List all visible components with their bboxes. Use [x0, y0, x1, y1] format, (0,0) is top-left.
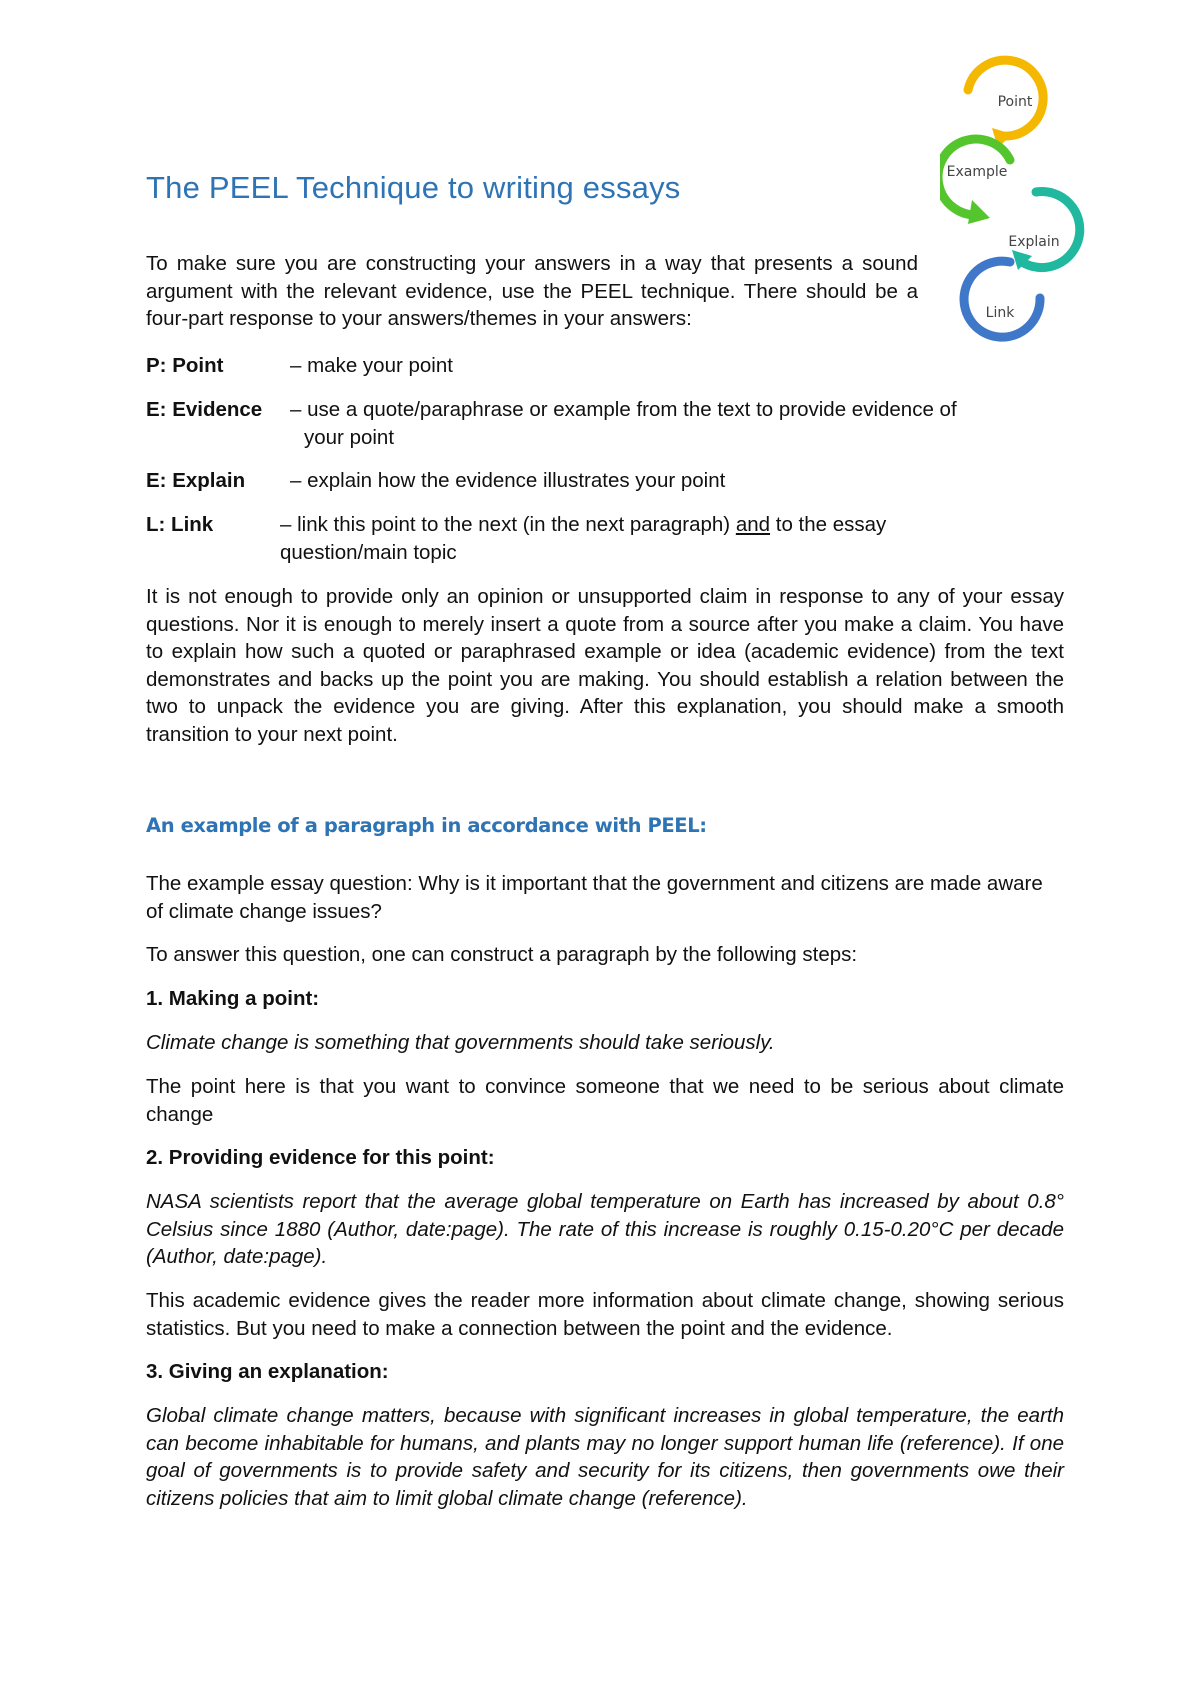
body-paragraph: It is not enough to provide only an opinion or unsupported claim in response to any of your essay questions. Nor it is enough to merely insert a quote from a source after you make a claim. You have to explain how such a quoted or paraphrased example or idea (academic evidence) from the text demonstrates and backs up the point you are making. You should establish a relation between the two to unpack the evidence you are giving. After this explanation, you should make a smooth transition to your next point. — [146, 585, 1064, 746]
peel-desc-text: to the essay — [770, 513, 887, 536]
peel-desc — [290, 396, 1060, 451]
peel-cycle-diagram — [940, 50, 1100, 370]
peel-label: E: Evidence — [146, 398, 263, 421]
peel-label: E: Explain — [146, 469, 246, 492]
step-heading-3: 3. Giving an explanation: — [146, 1360, 389, 1383]
link-arc — [964, 261, 1040, 337]
peel-desc — [280, 511, 1050, 566]
peel-desc-line: – use a quote/paraphrase or example from the text to provide evidence of — [290, 398, 957, 421]
diagram-label-point: Point — [997, 94, 1033, 110]
peel-desc-line: your point — [304, 425, 395, 449]
peel-label: L: Link — [146, 513, 214, 536]
step-heading-2: 2. Providing evidence for this point: — [146, 1146, 495, 1169]
peel-desc-text: – link this point to the next (in the next paragraph) — [280, 513, 736, 536]
peel-desc-line: question/main topic — [280, 540, 457, 564]
example-question: The example essay question: Why is it important that the government and citizens are made aware of climate change issues? — [146, 872, 1043, 923]
example-arrowhead — [968, 200, 990, 224]
page-title: The PEEL Technique to writing essays — [146, 170, 681, 205]
peel-desc: – make your point — [290, 354, 453, 377]
example-heading: An example of a paragraph in accordance with PEEL: — [146, 814, 707, 837]
step-italic-3: Global climate change matters, because with significant increases in global temperature, the earth can become inhabitable for humans, and plants may no longer support human life (reference). If one goal of governments is to provide safety and security for its citizens, then governments owe their citizens policies that aim to limit global climate change (reference). — [146, 1404, 1064, 1510]
step-note-1: The point here is that you want to convince someone that we need to be serious about climate change — [146, 1075, 1064, 1126]
diagram-label-example: Example — [946, 164, 1008, 180]
peel-desc: – explain how the evidence illustrates your point — [290, 469, 726, 492]
intro-paragraph: To make sure you are constructing your answers in a way that presents a sound argument with the relevant evidence, use the PEEL technique. There should be a four-part response to your answers/themes in your answers: — [146, 252, 918, 330]
step-note-2: This academic evidence gives the reader more information about climate change, showing serious statistics. But you need to make a connection between the point and the evidence. — [146, 1289, 1064, 1340]
construct-line: To answer this question, one can construct a paragraph by the following steps: — [146, 943, 858, 966]
peel-label: P: Point — [146, 354, 224, 377]
step-italic-2: NASA scientists report that the average global temperature on Earth has increased by about 0.8° Celsius since 1880 (Author, date:page). The rate of this increase is roughly 0.15-0.20°C per decade (Author, date:page). — [146, 1190, 1064, 1268]
step-italic-1: Climate change is something that governments should take seriously. — [146, 1031, 775, 1054]
diagram-label-link: Link — [985, 305, 1015, 321]
diagram-label-explain: Explain — [1008, 234, 1060, 250]
step-heading-1: 1. Making a point: — [146, 987, 320, 1010]
peel-desc-underlined: and — [735, 513, 771, 536]
